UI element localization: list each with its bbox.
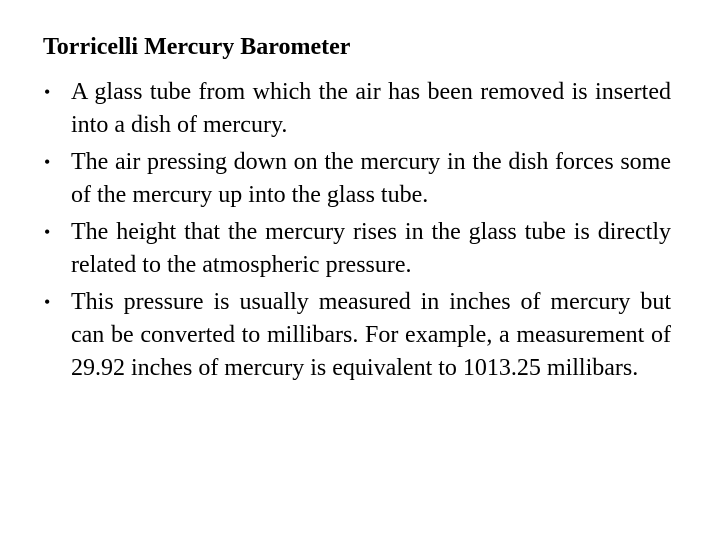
slide-title: Torricelli Mercury Barometer — [43, 34, 351, 60]
bullet-text: The air pressing down on the mercury in the dish forces some of the mercury up into the glass tube. — [71, 149, 671, 208]
bullet-item — [44, 76, 671, 142]
bullet-text: A glass tube from which the air has been removed is inserted into a dish of mercury. — [71, 79, 671, 138]
bullet-icon: • — [44, 292, 51, 312]
bullet-item — [44, 216, 671, 282]
bullet-item — [44, 286, 671, 385]
bullet-item — [44, 146, 671, 212]
bullet-icon: • — [44, 222, 51, 242]
bullet-icon: • — [44, 82, 51, 102]
bullet-icon: • — [44, 152, 51, 172]
bullet-list — [44, 76, 671, 389]
bullet-text: This pressure is usually measured in inches of mercury but can be converted to millibars. For example, a measurement of 29.92 inches of mercury is equivalent to 1013.25 millibars. — [71, 289, 671, 381]
bullet-text: The height that the mercury rises in the glass tube is directly related to the atmospheric pressure. — [71, 219, 671, 278]
